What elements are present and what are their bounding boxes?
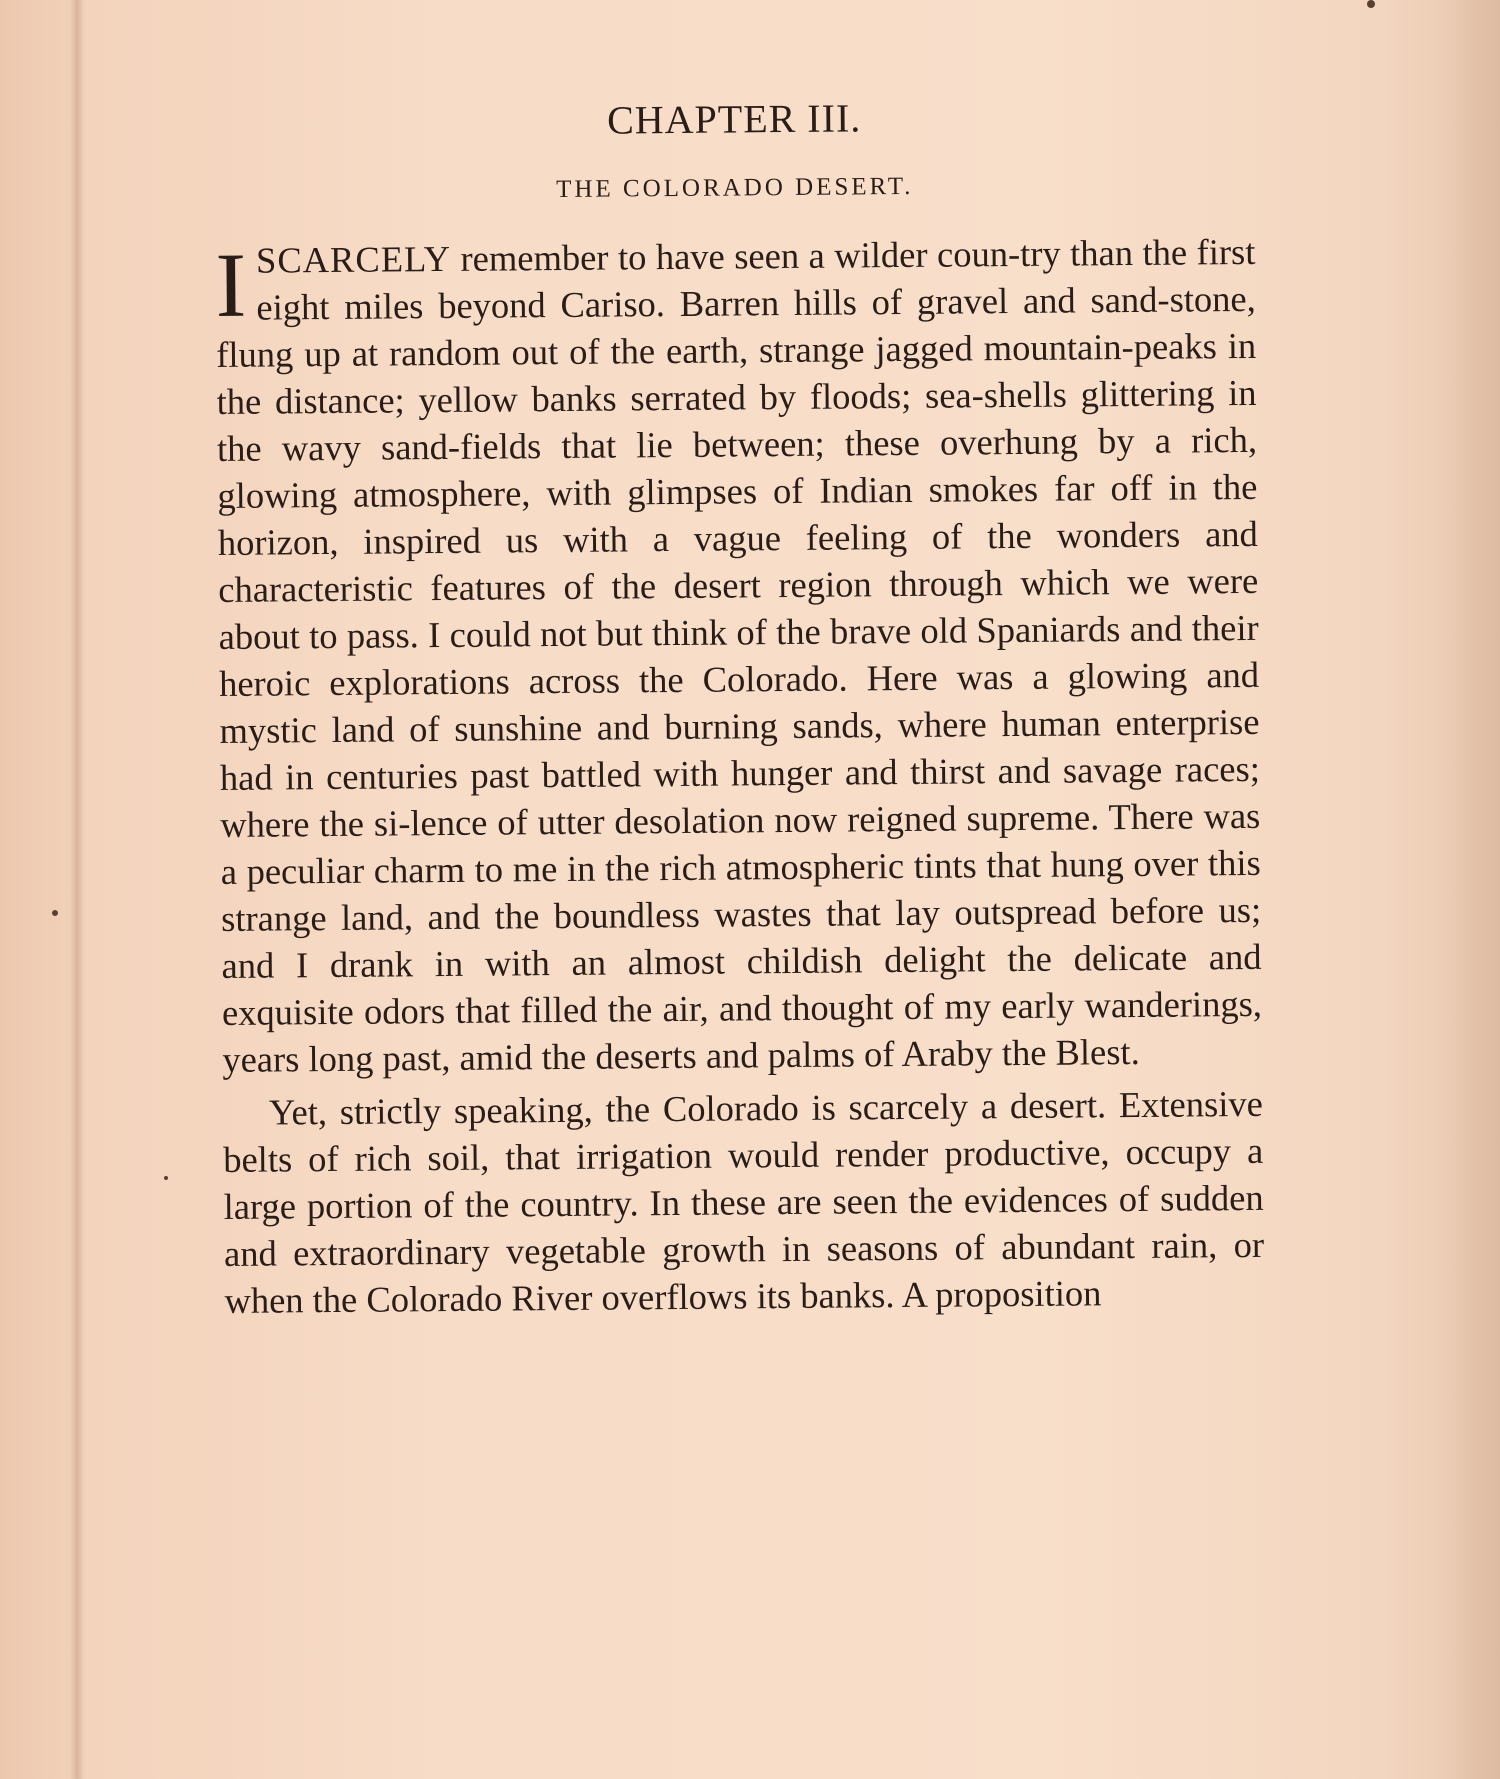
chapter-subtitle: THE COLORADO DESERT. <box>556 172 914 204</box>
page-gutter <box>70 0 84 1779</box>
paragraph-first-text: remember to have seen a wilder coun-try than the first eight miles beyond Cariso. Barren hills of gravel and sand-stone, flung up at random out of the earth, strange jagged mountain-peaks in the distance; yellow banks serrated by floods; sea-shells glittering in the wavy sand-fields that lie between; these overhung by a rich, glowing atmosphere, with glimpses of Indian smokes far off in the horizon, inspired us with a vague feeling of the wonders and characteristic features of the desert region through which we were about to pass. I could not but think of the brave old Spaniards and their heroic explorations across the Colorado. Here was a glowing and mystic land of sunshine and burning sands, where human enterprise had in centuries past battled with hunger and thirst and savage races; where the si-lence of utter desolation now reigned supreme. There was a peculiar charm to me in the rich atmospheric tints that hung over this strange land, and the boundless wastes that lay outspread before us; and I drank in with an almost childish delight the delicate and exquisite odors that filled the air, and thought of my early wanderings, years long past, amid the deserts and palms of Araby the Blest. <box>216 230 1263 1080</box>
chapter-title: CHAPTER III. <box>606 95 862 143</box>
page-text <box>214 91 1265 1324</box>
lead-word: SCARCELY <box>255 237 452 281</box>
paper-speck <box>1367 0 1375 8</box>
paper-speck <box>164 1176 168 1180</box>
drop-cap: I <box>215 233 247 336</box>
page-edge <box>1448 0 1500 1779</box>
paragraph-second: Yet, strictly speaking, the Colorado is scarcely a desert. Extensive belts of rich soil, that irrigation would render productive, occupy a large portion of the country. In these are seen the evidences of sudden and extraordinary vegetable growth in seasons of abundant rain, or when the Colorado River overflows its banks. A proposition <box>223 1082 1265 1321</box>
paper-speck <box>52 910 58 916</box>
paragraph-first <box>215 228 1262 1083</box>
